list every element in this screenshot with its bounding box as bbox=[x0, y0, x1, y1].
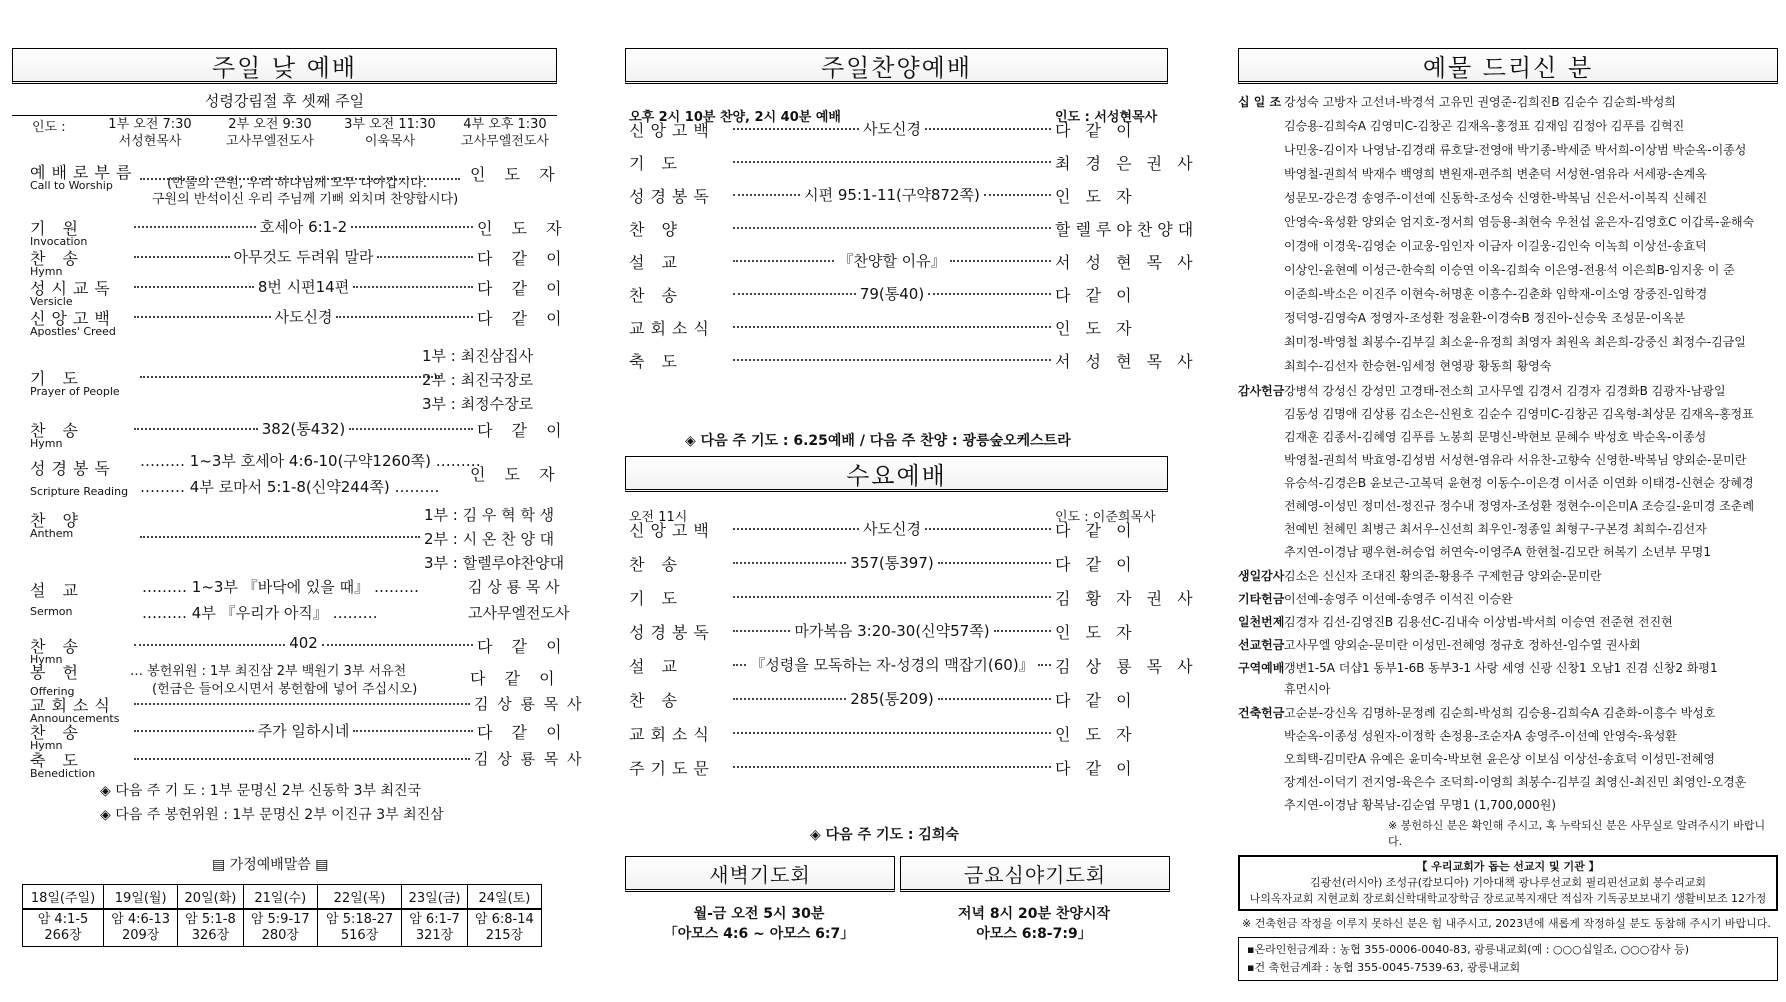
offering-line: 오희택-김미란A 유예은 윤미숙-박보현 윤은상 이보심 이상선-송효덕 이성민-전혜영 bbox=[1284, 752, 1715, 766]
account-box: ▪온라인헌금계좌 : 농협 355-0006-0040-83, 광릉내교회(예 : ○○○십일조, ○○○감사 등) ▪건 축헌금계좌 : 농협 355-0045-7539-63, 광릉내교회 bbox=[1238, 937, 1778, 981]
order-label: 축 도 bbox=[629, 352, 683, 371]
order-label: 찬 양 bbox=[629, 220, 683, 239]
book-icon: ▤ bbox=[212, 857, 226, 873]
service-3: 3부 오전 11:30 이욱목사 bbox=[344, 117, 436, 149]
order-row bbox=[629, 184, 1167, 207]
sunday-panel bbox=[12, 48, 584, 988]
order-row bbox=[629, 316, 1167, 339]
order-label: 성경봉독 bbox=[629, 623, 715, 642]
offering-l1: … 봉헌위원 : 1부 최진삼 2부 백원기 3부 서유천 bbox=[130, 664, 407, 679]
offering-group bbox=[1238, 612, 1778, 633]
order-text: 사도신경 bbox=[863, 120, 921, 138]
table-row: 암 4:1-5 266장 암 4:6-13 209장 암 5:1-8 326장 암 5:9-17 280장 암 5:18-27 516장 암 6:1-7 321장 암 6:8-14 215장 bbox=[23, 909, 542, 947]
offerings-note: ※ 봉헌하신 분은 확인해 주시고, 혹 누락되신 분은 사무실로 알려주시기 바랍니다. bbox=[1388, 819, 1766, 848]
order-row bbox=[629, 217, 1199, 240]
offering-group bbox=[1238, 90, 1778, 378]
dawn-title-box bbox=[625, 856, 895, 892]
praise-title-box bbox=[625, 48, 1168, 84]
offering-line: 최희수-김선자 한승현-임세정 현영광 황동희 황영숙 bbox=[1284, 359, 1552, 373]
offering-line: 이경애 이경욱-김영순 이교웅-임인자 이금자 이길웅-김인숙 이녹희 이상선-송효덕 bbox=[1284, 239, 1707, 253]
order-text: 사도신경 bbox=[863, 520, 921, 538]
service-1: 1부 오전 7:30 서성현목사 bbox=[108, 117, 192, 149]
offering-group bbox=[1238, 380, 1778, 564]
sunday-subtitle: 성령강림절 후 셋째 주일 bbox=[204, 92, 365, 110]
creed-row: 신앙고백 Apostles' Creed 사도신경 다 같 이 bbox=[30, 308, 569, 338]
offering-line: 천예빈 천혜민 최병근 최서우-신선희 최우인-정종일 최형구-구본경 최희수-김선자 bbox=[1284, 522, 1707, 536]
friday-title: 금요심야기도회 bbox=[963, 862, 1107, 887]
offering-label: 봉 헌 Offering bbox=[30, 663, 84, 698]
offering-line: 건축헌금고순분-강신옥 김명하-문정례 김순희-박성희 김승용-김희숙A 김춘화-이흥수 박성호 bbox=[1238, 706, 1716, 720]
praise-time: 오후 2시 10분 찬양, 2시 40분 예배 bbox=[629, 110, 841, 125]
offering-line: 전혜영-이성민 정미선-정진규 정수내 정영자-조성환 정현수-이은미A 조승길-윤미경 조춘례 bbox=[1284, 499, 1755, 513]
service-2: 2부 오전 9:30 고사무엘전도사 bbox=[226, 117, 314, 149]
announce-row: 교회소식 Announcements 김 상 룡 목 사 bbox=[30, 695, 584, 725]
family-table bbox=[22, 884, 542, 947]
order-text: 『찬양할 이유』 bbox=[838, 252, 946, 270]
offering-group bbox=[1238, 635, 1778, 656]
order-label: 교회소식 bbox=[629, 319, 715, 338]
order-who: 다 같 이 bbox=[1055, 121, 1137, 140]
offering-line: 이준희-박소은 이진주 이현숙-허명훈 이흥수-김춘화 임학재-이소영 장중진-임학경 bbox=[1284, 287, 1708, 301]
order-who: 다 같 이 bbox=[1055, 691, 1137, 710]
dots bbox=[140, 526, 420, 538]
hymn4-row: 찬 송 Hymn 주가 일하시네 다 같 이 bbox=[30, 722, 569, 752]
dawn-info: 월-금 오전 5시 30분 「아모스 4:6 ~ 아모스 6:7」 bbox=[663, 906, 855, 942]
order-who: 다 같 이 bbox=[1055, 286, 1137, 305]
order-who: 김 상 룡 목 사 bbox=[1055, 657, 1198, 676]
scripture-l2: ……… 4부 로마서 5:1-8(신약244쪽) ……… bbox=[140, 478, 440, 496]
order-text: 79(통40) bbox=[859, 285, 925, 303]
family-title: ▤ 가정예배말씀 ▤ bbox=[212, 857, 329, 873]
sermon-l1: ……… 1~3부 『바닥에 있을 때』 ……… bbox=[142, 578, 419, 596]
wed-leader: 인도 : 이준희목사 bbox=[1055, 510, 1156, 525]
offering-line: 십 일 조 강성숙 고방자 고선녀-박경석 고유민 권영준-김희진B 김순수 김순희-박성희 bbox=[1238, 95, 1676, 109]
anthem-list: 1부 : 김 우 혁 학 생 2부 : 시 온 찬 양 대 3부 : 할렐루야찬양대 bbox=[424, 506, 565, 572]
praise-title: 주일찬양예배 bbox=[820, 53, 973, 82]
service-4: 4부 오후 1:30 고사무엘전도사 bbox=[461, 117, 549, 149]
offering-line: 생일감사김소은 신신자 조대진 황의준-황용주 구제헌금 양외순-문미란 bbox=[1238, 569, 1602, 583]
order-row bbox=[629, 518, 1167, 541]
order-row bbox=[629, 722, 1167, 745]
order-text: 285(통209) bbox=[850, 690, 934, 708]
order-who: 김 황 자 권 사 bbox=[1055, 589, 1198, 608]
call-text: (만물의 근원, 우리 하나님께 모두 나아갑시다. 구원의 반석이신 우리 주님께 기뻐 외치며 찬양합시다) bbox=[152, 176, 459, 207]
building-note: ※ 건축헌금 작정을 이루지 못하신 분은 힘 내주시고, 2023년에 새롭게 작정하실 분도 동참해 주시기 바랍니다. bbox=[1242, 917, 1771, 930]
order-label: 기 도 bbox=[629, 154, 683, 173]
order-who: 다 같 이 bbox=[1055, 759, 1137, 778]
worship-panel bbox=[625, 48, 1199, 988]
offering-line: 나민웅-김이자 나영남-김경래 류호달-전영애 박기종-박세준 박서희-이상범 박순옥-이종성 bbox=[1284, 143, 1747, 157]
order-label: 신앙고백 bbox=[629, 521, 715, 540]
offerings-title: 예물 드리신 분 bbox=[1422, 53, 1594, 82]
invocation-row: 기 원 Invocation 호세아 6:1-2 인 도 자 bbox=[30, 218, 569, 248]
offering-line: 휴먼시아 bbox=[1284, 682, 1331, 696]
offering-l2: (헌금은 들어오시면서 봉헌함에 넣어 주십시오) bbox=[152, 682, 418, 697]
offering-line: 장계선-이덕기 전지영-육은수 조덕희-이영희 최봉수-김부길 최영신-최진민 최영인-오경훈 bbox=[1284, 775, 1747, 789]
order-row bbox=[629, 586, 1198, 609]
order-row bbox=[629, 654, 1198, 677]
order-who: 서 성 현 목 사 bbox=[1055, 352, 1198, 371]
dawn-title: 새벽기도회 bbox=[709, 862, 811, 887]
order-label: 설 교 bbox=[629, 657, 683, 676]
praise-next: ◈ 다음 주 기도 : 6.25예배 / 다음 주 찬양 : 광릉숲오케스트라 bbox=[685, 433, 1071, 449]
offering-group bbox=[1238, 658, 1778, 700]
friday-info: 저녁 8시 20분 찬양시작 아모스 6:8-7:9」 bbox=[957, 906, 1111, 942]
offerings-panel bbox=[1238, 48, 1778, 988]
order-row bbox=[629, 349, 1198, 372]
offering-leader: 다 같 이 bbox=[470, 669, 562, 688]
order-row bbox=[629, 620, 1167, 643]
wed-title: 수요예배 bbox=[846, 461, 947, 490]
order-label: 설 교 bbox=[629, 253, 683, 272]
offering-line: 최미정-박영철 최봉수-김부길 최소윤-유정희 최영자 최원옥 최은희-강중신 최정수-김금일 bbox=[1284, 335, 1746, 349]
next-offering: ◈ 다음 주 봉헌위원 : 1부 문명신 2부 이진규 3부 최진삼 bbox=[100, 807, 444, 823]
wed-title-box bbox=[625, 456, 1168, 492]
order-who: 할렐루야찬양대 bbox=[1055, 220, 1199, 239]
anthem-label: 찬 양 Anthem bbox=[30, 511, 84, 540]
offering-line: 정덕영-김영숙A 정영자-조성환 정윤환-이경숙B 정진아-신승욱 조성문-이옥분 bbox=[1284, 311, 1686, 325]
order-who: 다 같 이 bbox=[1055, 555, 1137, 574]
order-label: 찬 송 bbox=[629, 286, 683, 305]
offering-group bbox=[1238, 702, 1778, 817]
scripture-l1: ……… 1~3부 호세아 4:6-10(구약1260쪽) ……… bbox=[140, 452, 481, 470]
order-who: 인 도 자 bbox=[1055, 725, 1137, 744]
prayer-list: 1부 : 최진삼집사 2부 : 최진국장로 3부 : 최정수장로 bbox=[422, 347, 534, 413]
hymn3-row: 찬 송 Hymn 402 다 같 이 bbox=[30, 634, 569, 666]
order-row bbox=[629, 151, 1198, 174]
order-who: 서 성 현 목 사 bbox=[1055, 253, 1198, 272]
offering-line: 김동성 김명애 김상룡 김소은-신원호 김순수 김영미C-김창곤 김옥형-최상문 김재옥-홍정표 bbox=[1284, 407, 1754, 421]
offering-line: 추지연-이경남 팽우현-허승업 허연숙-이영주A 한현철-김모란 허복기 소년부 무명1 bbox=[1284, 545, 1711, 559]
benediction-row: 축 도 Benediction 김 상 룡 목 사 bbox=[30, 750, 584, 780]
offerings-list bbox=[1238, 90, 1778, 817]
offering-line: 유승석-김경은B 윤보근-고복덕 윤현정 이동수-이은경 이서준 이연화 이태경-신현순 장혜경 bbox=[1284, 476, 1754, 490]
order-text: 『성령을 모독하는 자-성경의 맥잡기(60)』 bbox=[750, 656, 1034, 674]
offering-line: 박순옥-이종성 성원자-이정학 손정용-조순자A 송영주-이선예 안영숙-육성환 bbox=[1284, 729, 1677, 743]
call-leader: 인 도 자 bbox=[470, 165, 562, 184]
offering-group bbox=[1238, 589, 1778, 610]
order-who: 인 도 자 bbox=[1055, 187, 1137, 206]
scripture-label: 성경봉독 Scripture Reading bbox=[30, 459, 129, 498]
order-who: 인 도 자 bbox=[1055, 623, 1137, 642]
mission-box: 【 우리교회가 돕는 선교지 및 기관 】 김광선(러시아) 조성규(캄보디아) 기아대책 광나루선교회 필리핀선교회 봉수리교회 나의옥자교회 지현교회 장로회신학대학교장학금 장로교복지재단 적십자 기독공보보내기 생활비보조 12가정 bbox=[1238, 855, 1778, 911]
book-icon: ▤ bbox=[315, 857, 329, 873]
sunday-title-box bbox=[12, 48, 557, 84]
hymn1-row: 찬 송 Hymn 아무것도 두려워 말라 다 같 이 bbox=[30, 248, 569, 278]
order-row bbox=[629, 688, 1167, 711]
order-text: 시편 95:1-11(구약872쪽) bbox=[804, 186, 980, 204]
offering-line: 김재훈 김종서-김혜영 김푸름 노봉희 문명신-박현보 문혜수 박성호 박순옥-이종성 bbox=[1284, 430, 1707, 444]
order-label: 신앙고백 bbox=[629, 121, 715, 140]
order-label: 교회소식 bbox=[629, 725, 715, 744]
offering-line: 구역예배갱변1-5A 더샵1 동부1-6B 동부3-1 사랑 세영 신광 신창1 오남1 진겸 신창2 화평1 bbox=[1238, 661, 1718, 675]
offering-line: 박영철-권희석 박재수 백영희 변원재-편주희 변춘덕 서성현-염유라 서세광-손계옥 bbox=[1284, 167, 1707, 181]
offering-line: 성문모-강은경 송영주-이선예 신동학-조성숙 신영한-박복님 신은서-이복직 신혜진 bbox=[1284, 191, 1708, 205]
offering-group bbox=[1238, 566, 1778, 587]
sunday-title: 주일 낮 예배 bbox=[211, 53, 358, 82]
prayer-label: 기 도 Prayer of People bbox=[30, 369, 120, 398]
order-who: 인 도 자 bbox=[1055, 319, 1137, 338]
offering-line: 박영철-권희석 박효영-김성범 서성현-염유라 서유찬-고향숙 신영한-박복님 양외순-문미란 bbox=[1284, 453, 1747, 467]
order-row bbox=[629, 118, 1167, 141]
offering-line: 기타헌금이선예-송영주 이선예-송영주 이석진 이승완 bbox=[1238, 592, 1513, 606]
offering-line: 김승용-김희숙A 김영미C-김창곤 김재옥-홍정표 김재임 김정아 김푸름 김혁진 bbox=[1284, 119, 1685, 133]
offering-line: 추지연-이경남 황복남-김순엽 무명1 (1,700,000원) bbox=[1284, 798, 1557, 812]
order-label: 찬 송 bbox=[629, 555, 683, 574]
dots bbox=[140, 168, 460, 180]
dots bbox=[140, 366, 440, 378]
order-label: 찬 송 bbox=[629, 691, 683, 710]
order-text: 357(통397) bbox=[850, 554, 934, 572]
wed-time: 오전 11시 bbox=[629, 510, 688, 525]
order-row bbox=[629, 552, 1167, 575]
scripture-leader: 인 도 자 bbox=[470, 465, 562, 484]
friday-title-box bbox=[900, 856, 1170, 892]
offering-line: 안영숙-육성환 양외순 엄지호-정서희 염등용-최현숙 우천섭 윤은자-김영호C 이갑록-윤해숙 bbox=[1284, 215, 1755, 229]
order-row bbox=[629, 250, 1198, 273]
offering-line: 감사헌금강병석 강성신 강성민 고경태-전소희 고사무엘 김경서 김경자 김경화B 김광자-남광일 bbox=[1238, 384, 1726, 398]
offering-line: 일천번제김경자 김선-김영진B 김용선C-김내숙 이상범-박서희 이승연 전준현 전진현 bbox=[1238, 615, 1673, 629]
sermon-label: 설 교 Sermon bbox=[30, 581, 84, 618]
praise-leader: 인도 : 서성현목사 bbox=[1055, 110, 1158, 125]
leader-label: 인도 : bbox=[32, 120, 66, 135]
order-label: 주기도문 bbox=[629, 759, 715, 778]
versicle-row: 성시교독 Versicle 8번 시편14편 다 같 이 bbox=[30, 278, 569, 308]
offering-line: 선교헌금고사무엘 양외순-문미란 이성민-전혜영 정규호 정하선-임수열 권사회 bbox=[1238, 638, 1641, 652]
hymn2-row: 찬 송 Hymn 382(통432) 다 같 이 bbox=[30, 420, 569, 450]
sermon-p2: 고사무엘전도사 bbox=[468, 604, 570, 622]
order-who: 다 같 이 bbox=[1055, 521, 1137, 540]
order-who: 최 경 은 권 사 bbox=[1055, 154, 1198, 173]
order-row bbox=[629, 283, 1167, 306]
wed-next: ◈ 다음 주 기도 : 김희숙 bbox=[810, 827, 959, 843]
order-row bbox=[629, 756, 1167, 779]
order-label: 성경봉독 bbox=[629, 187, 715, 206]
order-label: 기 도 bbox=[629, 589, 683, 608]
next-prayer: ◈ 다음 주 기 도 : 1부 문명신 2부 신동학 3부 최진국 bbox=[100, 783, 422, 799]
order-text: 마가복음 3:20-30(신약57쪽) bbox=[794, 622, 990, 640]
sermon-p1: 김 상 룡 목 사 bbox=[468, 578, 560, 596]
sermon-l2: ……… 4부 『우리가 아직』 ……… bbox=[142, 604, 378, 622]
call-label: 예배로부름 Call to Worship bbox=[30, 163, 138, 192]
offerings-title-box bbox=[1238, 48, 1778, 84]
offering-line: 이상인-윤현예 이성근-한숙희 이승연 이옥-김희숙 이은영-전용석 이은희B-임지웅 이 준 bbox=[1284, 263, 1735, 277]
table-row: 18일(주일) 19일(월) 20일(화) 21일(수) 22일(목) 23일(금) 24일(토) bbox=[23, 885, 542, 910]
